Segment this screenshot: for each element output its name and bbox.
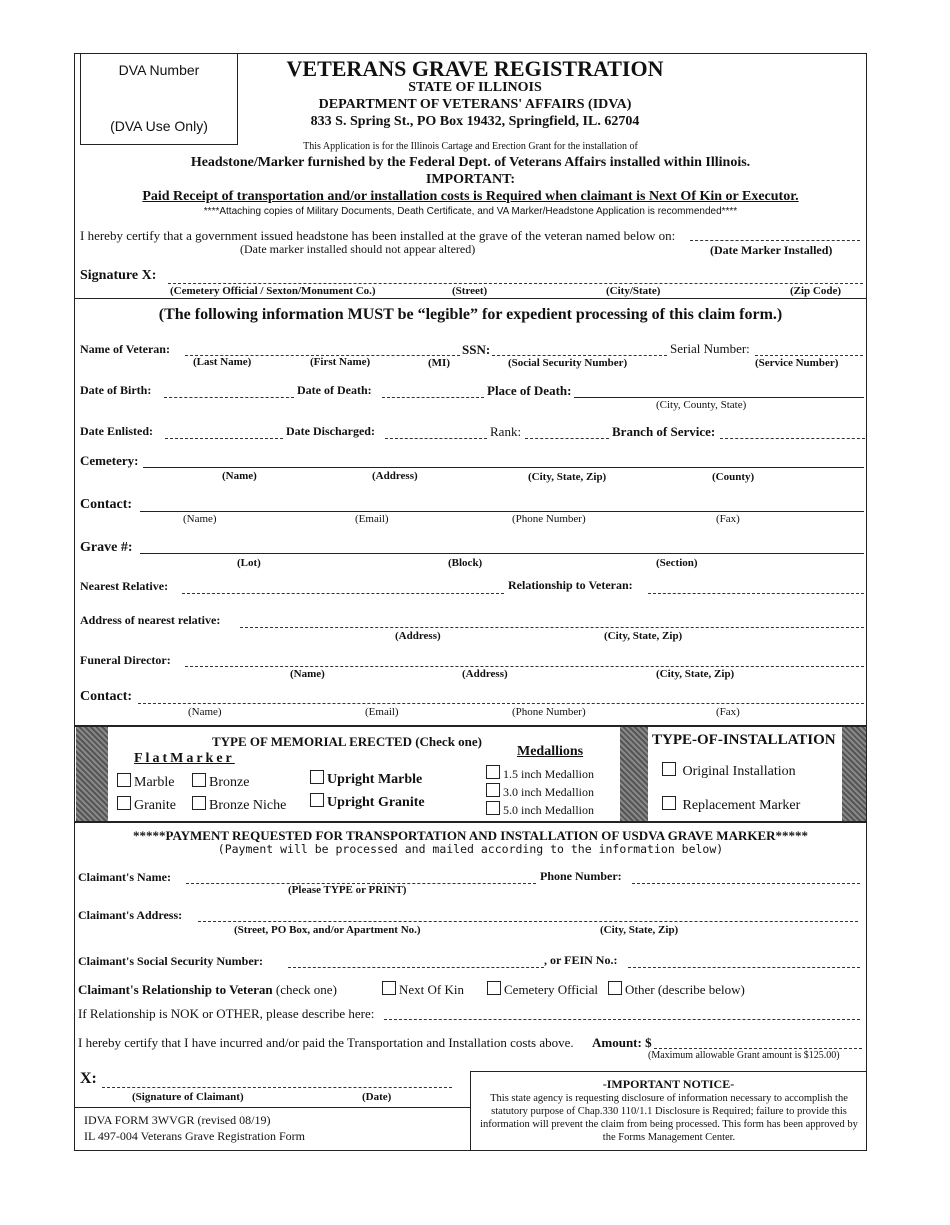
form-name: IL 497-004 Veterans Grave Registration Form — [84, 1129, 305, 1143]
sig-claimant-label: (Signature of Claimant) — [132, 1091, 244, 1103]
upright-marble-option[interactable] — [310, 770, 422, 788]
replacement-option[interactable] — [662, 796, 800, 814]
fun-sub-city: (City, State, Zip) — [656, 668, 735, 680]
discharged-field[interactable] — [385, 438, 487, 439]
marble-option[interactable] — [117, 773, 174, 791]
relationship-row — [78, 982, 337, 998]
check-one-note: (check one) — [275, 982, 337, 997]
branch-field[interactable] — [720, 438, 865, 439]
upright-granite-option[interactable] — [310, 793, 425, 811]
discharged-label: Date Discharged: — [286, 424, 375, 438]
fein-field[interactable] — [628, 967, 860, 968]
sub-service-number: (Service Number) — [755, 357, 839, 369]
cem-sub-county: (County) — [712, 471, 755, 483]
sub-first-name: (First Name) — [310, 356, 371, 368]
nearest-relative-label: Nearest Relative: — [80, 579, 169, 593]
sub-ssn: (Social Security Number) — [508, 357, 628, 369]
grave-sub-section: (Section) — [656, 557, 698, 569]
certify-costs-label: I hereby certify that I have incurred and/or paid the Transportation and Installation costs above. — [78, 1035, 574, 1050]
department-label: DEPARTMENT OF VETERANS' AFFAIRS (IDVA) — [318, 97, 632, 112]
addr-sub-city: (City, State, Zip) — [604, 630, 683, 642]
sig-col-cemetery: (Cemetery Official / Sexton/Monument Co.) — [170, 285, 376, 297]
med2-option[interactable] — [486, 783, 594, 800]
enlisted-field[interactable] — [165, 438, 283, 439]
bronze-label: Bronze — [209, 775, 250, 790]
upright-granite-label: Upright Granite — [327, 795, 425, 810]
date-note: (Date marker installed should not appear altered) — [240, 242, 476, 256]
please-type-note: (Please TYPE or PRINT) — [288, 884, 407, 896]
divider — [74, 298, 867, 299]
bronze-niche-option[interactable] — [192, 796, 286, 814]
bronze-checkbox[interactable] — [192, 773, 206, 787]
notice-divider — [470, 1071, 471, 1151]
med2-label: 3.0 inch Medallion — [503, 785, 594, 799]
certify-text: I hereby certify that a government issued headstone has been installed at the grave of the veteran named below on: — [80, 228, 676, 243]
amount-field[interactable] — [654, 1048, 862, 1049]
pod-label: Place of Death: — [487, 383, 572, 398]
relationship-label: Relationship to Veteran: — [508, 578, 633, 592]
sig-col-street: (Street) — [452, 285, 488, 297]
fun-sub-name: (Name) — [290, 668, 325, 680]
cem-sub-address: (Address) — [372, 470, 418, 482]
other-option[interactable] — [608, 981, 745, 998]
important-label: IMPORTANT: — [425, 172, 516, 187]
relationship-field[interactable] — [648, 593, 864, 594]
memorial-title: TYPE OF MEMORIAL ERECTED (Check one) — [212, 734, 482, 749]
granite-checkbox[interactable] — [117, 796, 131, 810]
next-of-kin-label: Next Of Kin — [399, 982, 464, 997]
granite-option[interactable] — [117, 796, 176, 814]
shade-mid — [620, 727, 648, 821]
grave-label: Grave #: — [80, 540, 133, 555]
dob-label: Date of Birth: — [80, 383, 152, 397]
next-of-kin-checkbox[interactable] — [382, 981, 396, 995]
cemetery-official-label: Cemetery Official — [504, 982, 598, 997]
claimant-name-label: Claimant's Name: — [78, 870, 171, 884]
form-number: IDVA FORM 3WVGR (revised 08/19) — [84, 1113, 271, 1127]
sig-col-zip: (Zip Code) — [790, 285, 842, 297]
shade-right — [842, 727, 866, 821]
addr-sub-address: (Address) — [395, 630, 441, 642]
branch-label: Branch of Service: — [612, 424, 716, 439]
contact-sub-phone: (Phone Number) — [512, 513, 586, 525]
bronze-niche-checkbox[interactable] — [192, 796, 206, 810]
ssn-field[interactable] — [492, 355, 667, 356]
rank-field[interactable] — [525, 438, 609, 439]
grave-field[interactable] — [140, 553, 864, 554]
attaching-note: ****Attaching copies of Military Documents, Death Certificate, and VA Marker/Headstone Application is recommended**** — [203, 206, 738, 217]
upright-marble-checkbox[interactable] — [310, 770, 324, 784]
replacement-checkbox[interactable] — [662, 796, 676, 810]
dod-label: Date of Death: — [297, 383, 372, 397]
application-note: This Application is for the Illinois Cartage and Erection Grant for the installation of — [303, 141, 638, 152]
install-title: TYPE-OF-INSTALLATION — [652, 732, 836, 748]
enlisted-label: Date Enlisted: — [80, 424, 153, 438]
divider — [74, 821, 867, 823]
contact2-field[interactable] — [138, 703, 864, 704]
contact-sub-email: (Email) — [355, 513, 389, 525]
sub-last-name: (Last Name) — [193, 356, 252, 368]
upright-marble-label: Upright Marble — [327, 772, 423, 787]
payment-title: *****PAYMENT REQUESTED FOR TRANSPORTATION AND INSTALLATION OF USDVA GRAVE MARKER***** — [132, 828, 809, 843]
med2-checkbox[interactable] — [486, 783, 500, 797]
funeral-director-field[interactable] — [185, 666, 864, 667]
cem-sub-name: (Name) — [222, 470, 257, 482]
claimant-ssn-field[interactable] — [288, 967, 544, 968]
original-option[interactable] — [662, 762, 796, 780]
shade-left — [76, 727, 108, 821]
phone-label: Phone Number: — [540, 869, 622, 883]
med3-checkbox[interactable] — [486, 801, 500, 815]
cemetery-official-option[interactable] — [487, 981, 598, 998]
dod-field[interactable] — [382, 397, 484, 398]
serial-field[interactable] — [755, 355, 863, 356]
granite-label: Granite — [134, 798, 176, 813]
grave-sub-lot: (Lot) — [237, 557, 261, 569]
contact-sub-fax: (Fax) — [716, 513, 740, 525]
sub-mi: (MI) — [428, 357, 450, 369]
medallions-label: Medallions — [517, 744, 584, 759]
next-of-kin-option[interactable] — [382, 981, 464, 998]
date-label: (Date) — [362, 1091, 392, 1103]
bronze-niche-label: Bronze Niche — [209, 798, 287, 813]
pod-field[interactable] — [574, 397, 864, 398]
legible-note: (The following information MUST be “legible” for expedient processing of this claim form.) — [158, 306, 783, 323]
dva-number-label: DVA Number — [118, 62, 200, 78]
claimant-ssn-label: Claimant's Social Security Number: — [78, 954, 263, 968]
payment-subtitle: (Payment will be processed and mailed according to the information below) — [217, 842, 724, 856]
max-grant-note: (Maximum allowable Grant amount is $125.00) — [648, 1050, 840, 1061]
address-nearest-label: Address of nearest relative: — [80, 613, 221, 627]
cemetery-official-checkbox[interactable] — [487, 981, 501, 995]
bronze-option[interactable] — [192, 773, 249, 791]
med1-option[interactable] — [486, 765, 594, 782]
fein-label: , or FEIN No.: — [544, 953, 618, 967]
address-nearest-field[interactable] — [240, 627, 864, 628]
other-checkbox[interactable] — [608, 981, 622, 995]
paid-receipt-note: Paid Receipt of transportation and/or installation costs is Required when claimant is Next Of Kin or Executor. — [142, 189, 799, 204]
marble-checkbox[interactable] — [117, 773, 131, 787]
nearest-relative-field[interactable] — [182, 593, 504, 594]
contact-field[interactable] — [140, 511, 864, 512]
serial-label: Serial Number: — [670, 341, 750, 356]
original-label: Original Installation — [682, 764, 796, 779]
med3-label: 5.0 inch Medallion — [503, 803, 594, 817]
dva-use-only-label: (DVA Use Only) — [110, 118, 208, 134]
pod-sub: (City, County, State) — [656, 399, 747, 411]
phone-field[interactable] — [632, 883, 860, 884]
original-checkbox[interactable] — [662, 762, 676, 776]
grave-sub-block: (Block) — [448, 557, 483, 569]
upright-granite-checkbox[interactable] — [310, 793, 324, 807]
marble-label: Marble — [134, 775, 175, 790]
notice-text: This state agency is requesting disclosure of information necessary to accomplish the statutory purpose of Chap.330 110/1.1 Disclosure is Required; failure to provide this information will prevent the claim from being processed. This form has been approved by the Forms Management Center. — [480, 1093, 858, 1143]
claimant-relationship-label: Claimant's Relationship to Veteran — [78, 982, 273, 997]
ssn-label: SSN: — [462, 342, 491, 357]
street-sub: (Street, PO Box, and/or Apartment No.) — [234, 924, 421, 936]
contact2-sub-phone: (Phone Number) — [512, 706, 586, 718]
claimant-signature-field[interactable] — [102, 1087, 452, 1088]
state-label: STATE OF ILLINOIS — [408, 80, 542, 95]
replacement-label: Replacement Marker — [682, 798, 801, 813]
flat-marker-label: FlatMarker — [134, 751, 235, 766]
cemetery-label: Cemetery: — [80, 453, 139, 468]
cemetery-field[interactable] — [143, 467, 864, 468]
contact2-sub-name: (Name) — [188, 706, 222, 718]
veteran-name-label: Name of Veteran: — [80, 342, 170, 356]
other-label: Other (describe below) — [625, 982, 745, 997]
divider — [470, 1071, 867, 1072]
sig-col-city: (City/State) — [606, 285, 661, 297]
contact2-label: Contact: — [80, 689, 133, 704]
contact-sub-name: (Name) — [183, 513, 217, 525]
signature-label: Signature X: — [80, 268, 157, 283]
describe-field[interactable] — [384, 1019, 860, 1020]
divider — [74, 1107, 470, 1108]
funeral-director-label: Funeral Director: — [80, 653, 171, 667]
dob-field[interactable] — [164, 397, 294, 398]
x-label: X: — [80, 1070, 97, 1087]
signature-field[interactable] — [168, 283, 863, 284]
notice-title: -IMPORTANT NOTICE- — [602, 1077, 735, 1091]
if-relationship-label: If Relationship is NOK or OTHER, please describe here: — [78, 1006, 375, 1021]
contact2-sub-fax: (Fax) — [716, 706, 740, 718]
claimant-address-label: Claimant's Address: — [78, 908, 183, 922]
med3-option[interactable] — [486, 801, 594, 818]
address-label: 833 S. Spring St., PO Box 19432, Springfield, IL. 62704 — [310, 114, 640, 129]
med1-checkbox[interactable] — [486, 765, 500, 779]
amount-label: Amount: $ — [592, 1035, 652, 1050]
contact2-sub-email: (Email) — [365, 706, 399, 718]
fun-sub-address: (Address) — [462, 668, 508, 680]
cem-sub-city: (City, State, Zip) — [528, 471, 607, 483]
date-installed-label: (Date Marker Installed) — [710, 243, 833, 257]
divider — [74, 725, 867, 727]
city-sub: (City, State, Zip) — [600, 924, 679, 936]
rank-label: Rank: — [490, 424, 522, 439]
contact-label: Contact: — [80, 497, 133, 512]
claimant-address-field[interactable] — [198, 921, 858, 922]
form-title: VETERANS GRAVE REGISTRATION — [286, 56, 664, 81]
med1-label: 1.5 inch Medallion — [503, 767, 594, 781]
date-installed-field[interactable] — [690, 240, 860, 241]
headstone-note: Headstone/Marker furnished by the Federal Dept. of Veterans Affairs installed within Illinois. — [190, 155, 751, 170]
